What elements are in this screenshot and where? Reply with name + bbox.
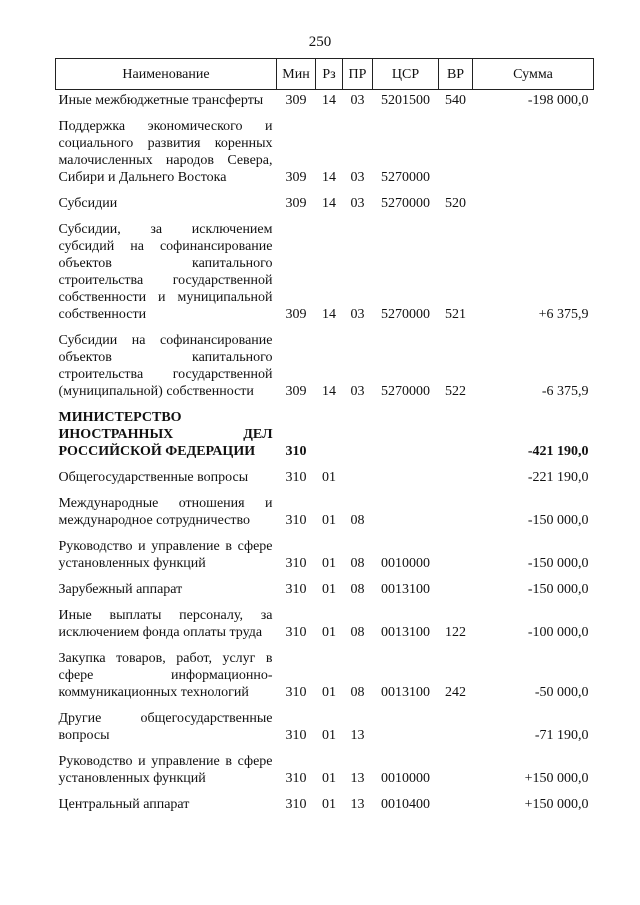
cell-vr (439, 705, 473, 748)
cell-pr (343, 464, 373, 490)
table-row (56, 645, 594, 705)
cell-vr (439, 490, 473, 533)
cell-min: 310 (285, 556, 307, 571)
cell-vr: 520 (445, 196, 466, 211)
cell-csr: 0010000 (381, 556, 430, 571)
cell-csr: 5270000 (381, 384, 430, 399)
cell-name: Руководство и управление в сфере установленных функций (58, 754, 273, 786)
cell-pr: 08 (350, 625, 365, 640)
cell-sum: +6 375,9 (538, 307, 589, 322)
header-min: Мин (277, 59, 316, 90)
budget-table (55, 58, 594, 817)
table-row (56, 576, 594, 602)
cell-sum: -421 190,0 (527, 444, 589, 459)
header-vr: ВР (439, 59, 473, 90)
cell-pr: 08 (350, 513, 365, 528)
cell-name: Иные выплаты персоналу, за исключением фонда оплаты труда (58, 608, 273, 640)
cell-vr: 122 (445, 625, 466, 640)
cell-min: 310 (285, 771, 307, 786)
page-number: 250 (308, 34, 332, 50)
cell-sum: +150 000,0 (524, 797, 589, 812)
cell-rz: 14 (322, 170, 336, 185)
cell-pr (343, 404, 373, 464)
cell-name: МИНИСТЕРСТВО ИНОСТРАННЫХ ДЕЛ РОССИЙСКОЙ ФЕДЕРАЦИИ (58, 410, 273, 459)
cell-vr (439, 113, 473, 190)
cell-sum: -150 000,0 (527, 513, 589, 528)
header-sum: Сумма (473, 59, 594, 90)
table-row (56, 602, 594, 645)
cell-rz: 14 (322, 307, 336, 322)
cell-name: Субсидии, за исключением субсидий на софинансирование объектов капитального строительства государственной собственности и муниципальной собственности (58, 222, 273, 322)
table-row (56, 327, 594, 404)
cell-csr: 0013100 (381, 625, 430, 640)
cell-vr (439, 533, 473, 576)
cell-csr: 5270000 (381, 307, 430, 322)
table-row (56, 90, 594, 114)
cell-rz: 01 (322, 556, 336, 571)
header-rz: Рз (316, 59, 343, 90)
cell-name: Поддержка экономического и социального развития коренных малочисленных народов Севера, Сибири и Дальнего Востока (58, 119, 273, 185)
cell-pr: 13 (350, 797, 365, 812)
cell-pr: 03 (350, 170, 365, 185)
cell-vr: 540 (445, 93, 466, 108)
cell-csr: 5201500 (381, 93, 430, 108)
table-row (56, 490, 594, 533)
cell-name: Центральный аппарат (58, 797, 190, 812)
table-row (56, 748, 594, 791)
cell-vr (439, 748, 473, 791)
cell-pr: 08 (350, 685, 365, 700)
cell-rz: 01 (322, 771, 336, 786)
cell-pr: 13 (350, 728, 365, 743)
table-row (56, 705, 594, 748)
cell-rz: 01 (322, 513, 336, 528)
cell-name: Зарубежный аппарат (58, 582, 183, 597)
table-row (56, 113, 594, 190)
cell-min: 310 (285, 513, 307, 528)
cell-min: 310 (285, 685, 307, 700)
cell-name: Руководство и управление в сфере установленных функций (58, 539, 273, 571)
cell-sum: -198 000,0 (527, 93, 589, 108)
cell-vr (439, 464, 473, 490)
cell-rz: 14 (322, 196, 336, 211)
cell-vr (439, 404, 473, 464)
cell-rz: 01 (322, 625, 336, 640)
cell-sum: -100 000,0 (527, 625, 589, 640)
cell-csr: 0010400 (381, 797, 430, 812)
cell-pr: 03 (350, 196, 365, 211)
cell-pr: 03 (350, 384, 365, 399)
cell-csr (373, 705, 439, 748)
cell-rz: 01 (322, 797, 336, 812)
cell-name: Другие общегосударственные вопросы (58, 711, 273, 743)
cell-min: 309 (285, 93, 307, 108)
table-row (56, 791, 594, 817)
cell-sum: -221 190,0 (527, 470, 589, 485)
cell-csr: 5270000 (381, 170, 430, 185)
cell-min: 310 (285, 797, 307, 812)
cell-csr (373, 490, 439, 533)
cell-pr: 08 (350, 556, 365, 571)
cell-vr: 521 (445, 307, 466, 322)
header-csr: ЦСР (373, 59, 439, 90)
cell-pr: 03 (350, 93, 365, 108)
cell-vr: 522 (445, 384, 466, 399)
header-pr: ПР (343, 59, 373, 90)
table-row (56, 533, 594, 576)
cell-sum: -6 375,9 (541, 384, 589, 399)
header-row (56, 59, 594, 90)
cell-csr: 0010000 (381, 771, 430, 786)
cell-sum: +150 000,0 (524, 771, 589, 786)
cell-min: 310 (285, 470, 307, 485)
cell-pr: 03 (350, 307, 365, 322)
cell-min: 310 (285, 625, 307, 640)
cell-name: Субсидии на софинансирование объектов капитального строительства государственной (муниципальной) собственности (58, 333, 273, 399)
cell-csr (373, 404, 439, 464)
cell-csr: 0013100 (381, 685, 430, 700)
cell-csr: 0013100 (381, 582, 430, 597)
cell-pr: 13 (350, 771, 365, 786)
cell-rz: 01 (322, 728, 336, 743)
table-row (56, 404, 594, 464)
cell-rz: 01 (322, 685, 336, 700)
cell-min: 309 (285, 307, 307, 322)
cell-vr: 242 (445, 685, 466, 700)
cell-rz: 14 (322, 384, 336, 399)
cell-sum (473, 190, 594, 216)
cell-pr: 08 (350, 582, 365, 597)
cell-min: 310 (285, 728, 307, 743)
cell-sum: -50 000,0 (534, 685, 589, 700)
header-name: Наименование (56, 59, 277, 90)
cell-name: Закупка товаров, работ, услуг в сфере информационно-коммуникационных технологий (58, 651, 273, 700)
cell-sum (473, 113, 594, 190)
cell-name: Международные отношения и международное сотрудничество (58, 496, 273, 528)
cell-csr: 5270000 (381, 196, 430, 211)
cell-name: Субсидии (58, 196, 118, 211)
cell-rz: 01 (322, 470, 336, 485)
cell-sum: -150 000,0 (527, 582, 589, 597)
cell-vr (439, 576, 473, 602)
cell-min: 309 (285, 170, 307, 185)
cell-min: 309 (285, 384, 307, 399)
cell-name: Общегосударственные вопросы (58, 470, 249, 485)
cell-csr (373, 464, 439, 490)
cell-sum: -71 190,0 (534, 728, 589, 743)
cell-rz: 01 (322, 582, 336, 597)
table-body (56, 90, 594, 818)
table-row (56, 190, 594, 216)
cell-min: 309 (285, 196, 307, 211)
cell-min: 310 (285, 444, 307, 459)
cell-sum: -150 000,0 (527, 556, 589, 571)
cell-min: 310 (285, 582, 307, 597)
cell-name: Иные межбюджетные трансферты (58, 93, 264, 108)
table-row (56, 464, 594, 490)
cell-rz: 14 (322, 93, 336, 108)
cell-rz (316, 404, 343, 464)
cell-vr (439, 791, 473, 817)
table-row (56, 216, 594, 327)
